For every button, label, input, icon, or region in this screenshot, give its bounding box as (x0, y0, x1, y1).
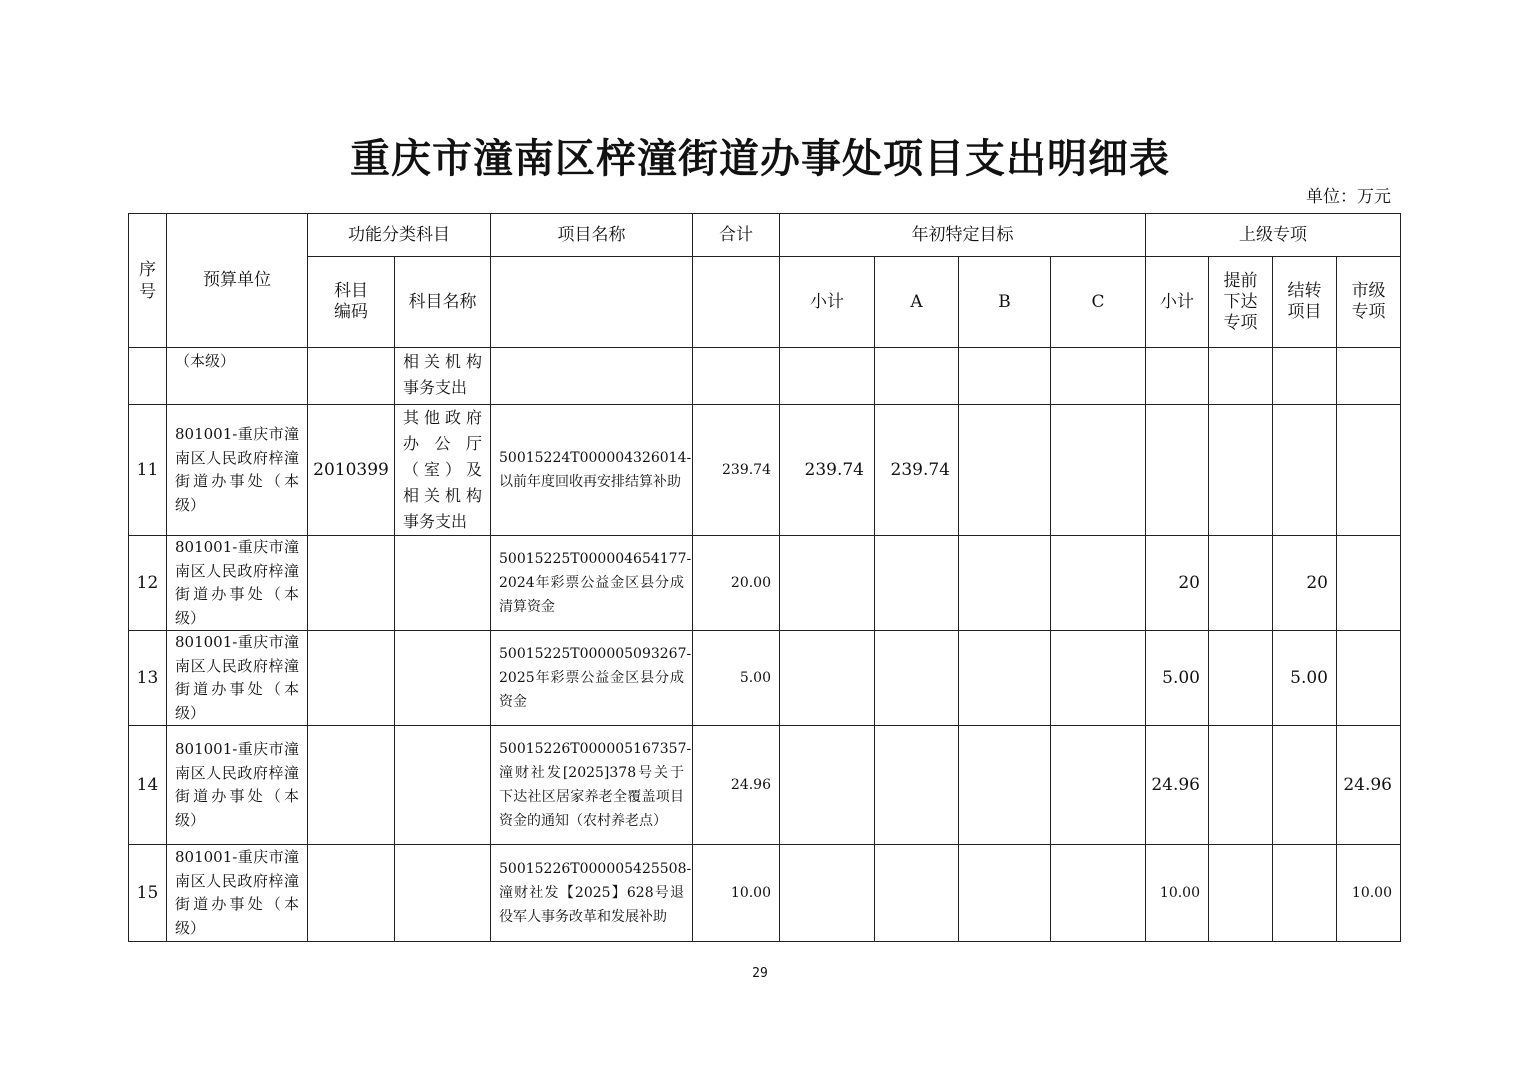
header-func-class: 功能分类科目 (308, 214, 491, 257)
cell-sup-subtotal: 5.00 (1146, 631, 1209, 726)
header-subject-code (308, 257, 395, 348)
header-a: A (875, 257, 959, 348)
cell-b (959, 726, 1051, 845)
cell-subtotal (780, 845, 875, 942)
cell-project: 50015224T000004326014-以前年度回收再安排结算补助 (491, 405, 693, 536)
cell-subject-name (395, 631, 491, 726)
cell-sup-city (1337, 631, 1401, 726)
cell-sup-carry (1273, 348, 1337, 405)
header-sup-carry (1273, 257, 1337, 348)
header-total-blank (693, 257, 780, 348)
header-superior: 上级专项 (1146, 214, 1401, 257)
cell-sup-city: 24.96 (1337, 726, 1401, 845)
cell-sup-advance (1209, 405, 1273, 536)
header-annual-target: 年初特定目标 (780, 214, 1146, 257)
header-sup-advance-text: 提前下达专项 (1223, 270, 1258, 333)
cell-seq: 14 (129, 726, 167, 845)
cell-unit: （本级） (167, 348, 308, 405)
cell-sup-carry: 20 (1273, 536, 1337, 631)
header-row-2 (129, 257, 1401, 348)
cell-sup-subtotal (1146, 405, 1209, 536)
cell-subject-name (395, 726, 491, 845)
cell-subject-code (308, 348, 395, 405)
cell-a (875, 631, 959, 726)
cell-subtotal (780, 348, 875, 405)
header-row-1 (129, 214, 1401, 257)
header-sup-advance (1209, 257, 1273, 348)
cell-subtotal (780, 726, 875, 845)
cell-sup-city (1337, 536, 1401, 631)
cell-sup-carry: 5.00 (1273, 631, 1337, 726)
cell-sup-subtotal: 20 (1146, 536, 1209, 631)
cell-subtotal (780, 536, 875, 631)
cell-unit: 801001-重庆市潼南区人民政府梓潼街道办事处（本级） (167, 726, 308, 845)
cell-b (959, 405, 1051, 536)
cell-c (1051, 726, 1146, 845)
cell-a (875, 845, 959, 942)
cell-sup-advance (1209, 726, 1273, 845)
cell-project (491, 348, 693, 405)
cell-project: 50015225T000005093267-2025年彩票公益金区县分成资金 (491, 631, 693, 726)
cell-sup-subtotal: 10.00 (1146, 845, 1209, 942)
cell-total: 239.74 (693, 405, 780, 536)
cell-sup-city (1337, 348, 1401, 405)
header-sup-city (1337, 257, 1401, 348)
table-row (129, 536, 1401, 631)
cell-subject-name (395, 845, 491, 942)
cell-total: 10.00 (693, 845, 780, 942)
cell-sup-advance (1209, 348, 1273, 405)
cell-unit: 801001-重庆市潼南区人民政府梓潼街道办事处（本级） (167, 845, 308, 942)
cell-a: 239.74 (875, 405, 959, 536)
cell-project: 50015225T000004654177-2024年彩票公益金区县分成清算资金 (491, 536, 693, 631)
cell-seq (129, 348, 167, 405)
page-number: 29 (752, 966, 768, 981)
cell-sup-advance (1209, 845, 1273, 942)
header-subtotal: 小计 (780, 257, 875, 348)
cell-total: 20.00 (693, 536, 780, 631)
cell-c (1051, 536, 1146, 631)
cell-b (959, 845, 1051, 942)
cell-unit: 801001-重庆市潼南区人民政府梓潼街道办事处（本级） (167, 631, 308, 726)
cell-subtotal (780, 631, 875, 726)
cell-sup-subtotal: 24.96 (1146, 726, 1209, 845)
table-row (129, 845, 1401, 942)
cell-seq: 13 (129, 631, 167, 726)
header-b: B (959, 257, 1051, 348)
cell-c (1051, 348, 1146, 405)
cell-seq: 11 (129, 405, 167, 536)
header-subject-name: 科目名称 (395, 257, 491, 348)
header-sup-carry-text: 结转项目 (1287, 281, 1322, 322)
cell-project: 50015226T000005425508-潼财社发【2025】628号退役军人事务改革和发展补助 (491, 845, 693, 942)
cell-total: 24.96 (693, 726, 780, 845)
cell-sup-carry (1273, 845, 1337, 942)
unit-label: 单位：万元 (1306, 187, 1391, 207)
table-row (129, 405, 1401, 536)
cell-b (959, 631, 1051, 726)
cell-sup-city (1337, 405, 1401, 536)
header-project-name: 项目名称 (491, 214, 693, 257)
cell-sup-advance (1209, 536, 1273, 631)
cell-project: 50015226T000005167357-潼财社发[2025]378号关于下达社区居家养老全覆盖项目资金的通知（农村养老点） (491, 726, 693, 845)
cell-subject-code (308, 631, 395, 726)
cell-seq: 12 (129, 536, 167, 631)
cell-subject-name: 其他政府办公厅（室）及相关机构事务支出 (395, 405, 491, 536)
cell-c (1051, 405, 1146, 536)
page-title: 重庆市潼南区梓潼街道办事处项目支出明细表 (350, 135, 1170, 182)
cell-subtotal: 239.74 (780, 405, 875, 536)
cell-subject-code: 2010399 (308, 405, 395, 536)
cell-a (875, 726, 959, 845)
header-seq (129, 214, 167, 348)
table-row-continued (129, 348, 1401, 405)
cell-sup-carry (1273, 726, 1337, 845)
cell-a (875, 536, 959, 631)
header-subject-code-text: 科目编码 (334, 281, 368, 322)
cell-subject-code (308, 845, 395, 942)
cell-c (1051, 631, 1146, 726)
cell-subject-code (308, 726, 395, 845)
header-sup-subtotal: 小计 (1146, 257, 1209, 348)
cell-b (959, 536, 1051, 631)
cell-a (875, 348, 959, 405)
cell-sup-subtotal (1146, 348, 1209, 405)
table-row (129, 631, 1401, 726)
header-sup-city-text: 市级专项 (1351, 281, 1386, 322)
header-budget-unit: 预算单位 (167, 214, 308, 348)
cell-b (959, 348, 1051, 405)
cell-subject-name: 相关机构事务支出 (395, 348, 491, 405)
header-c: C (1051, 257, 1146, 348)
cell-subject-name (395, 536, 491, 631)
table-row (129, 726, 1401, 845)
expense-table (128, 213, 1401, 942)
cell-c (1051, 845, 1146, 942)
cell-total: 5.00 (693, 631, 780, 726)
cell-unit: 801001-重庆市潼南区人民政府梓潼街道办事处（本级） (167, 536, 308, 631)
cell-sup-advance (1209, 631, 1273, 726)
cell-unit: 801001-重庆市潼南区人民政府梓潼街道办事处（本级） (167, 405, 308, 536)
cell-sup-city: 10.00 (1337, 845, 1401, 942)
header-total: 合计 (693, 214, 780, 257)
cell-sup-carry (1273, 405, 1337, 536)
cell-subject-code (308, 536, 395, 631)
header-seq-text: 序号 (139, 259, 156, 302)
cell-total (693, 348, 780, 405)
header-project-blank (491, 257, 693, 348)
cell-seq: 15 (129, 845, 167, 942)
